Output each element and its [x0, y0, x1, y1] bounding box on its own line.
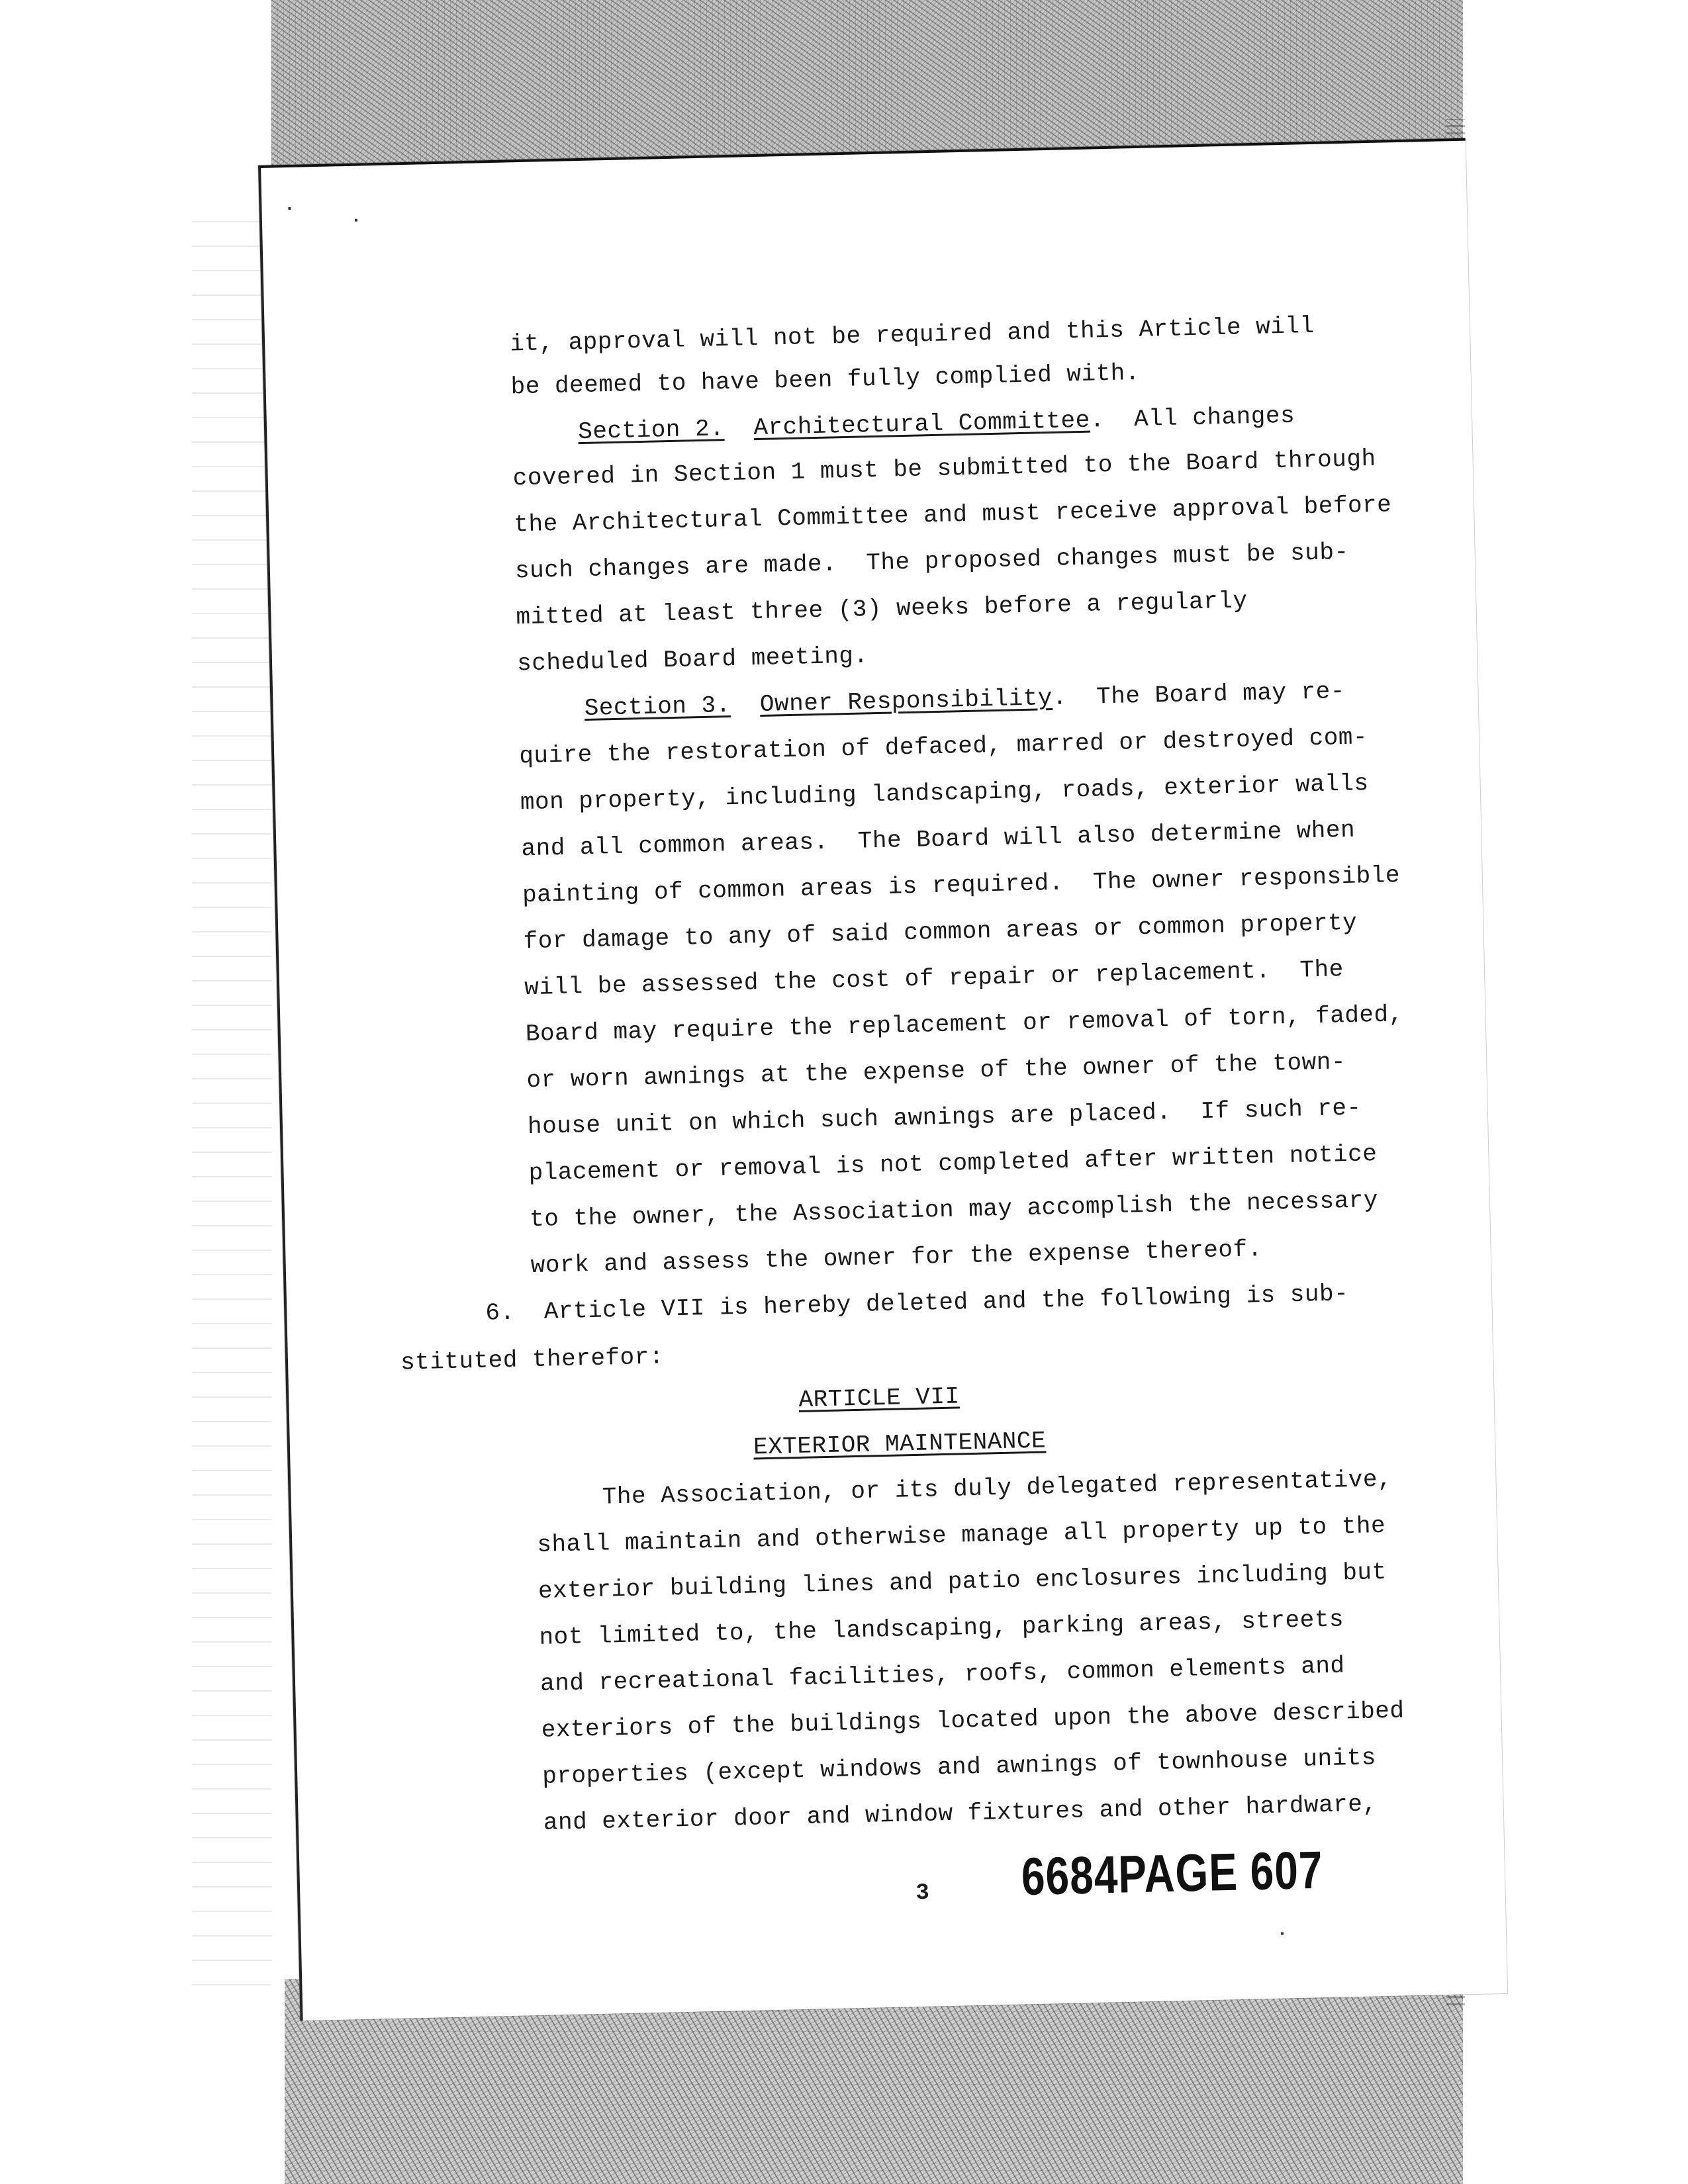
text-line-4: covered in Section 1 must be submitted to the Board through: [512, 445, 1377, 492]
document-page: [258, 138, 1507, 2021]
text-line-6: such changes are made. The proposed changes must be sub-: [514, 538, 1350, 585]
text-line-18: house unit on which such awnings are placed. If such re-: [527, 1094, 1362, 1141]
section-2-title: Architectural Committee: [753, 406, 1091, 442]
text-line-28: exterior building lines and patio enclosures including but: [538, 1558, 1387, 1605]
text-line-16: Board may require the replacement or removal of torn, faded,: [525, 1001, 1404, 1048]
section-3-title: Owner Responsibility: [759, 684, 1053, 719]
scan-noise-left: [192, 199, 271, 1985]
text-line-2: be deemed to have been fully complied with.: [510, 359, 1141, 401]
text-line-17: or worn awnings at the expense of the owner of the town-: [526, 1048, 1346, 1095]
text-line-5: the Architectural Committee and must receive approval before: [513, 491, 1392, 539]
text-line-29: not limited to, the landscaping, parking areas, streets: [539, 1606, 1344, 1651]
book-page-stamp: 6684PAGE 607: [1020, 1840, 1324, 1907]
text-line-20: to the owner, the Association may accomplish the necessary: [529, 1187, 1379, 1234]
text-line-19: placement or removal is not completed after written notice: [528, 1140, 1378, 1187]
text-line-23: stituted therefor:: [400, 1343, 665, 1377]
text-line-8: scheduled Board meeting.: [516, 642, 868, 678]
text-line-33: and exterior door and window fixtures and other hardware,: [543, 1790, 1378, 1837]
scan-speck: [1281, 1933, 1284, 1935]
text-line-10: quire the restoration of defaced, marred or destroyed com-: [518, 723, 1368, 770]
scan-speck: [355, 219, 357, 222]
text-line-12: and all common areas. The Board will also determine when: [521, 816, 1356, 863]
text-line-31: exteriors of the buildings located upon the above described: [541, 1697, 1405, 1744]
text-line-11: mon property, including landscaping, roads, exterior walls: [520, 770, 1370, 817]
scan-speck: [288, 207, 291, 210]
section-2-heading: Section 2.: [577, 415, 725, 446]
text-line-22: 6. Article VII is hereby deleted and the following is sub-: [485, 1280, 1349, 1327]
text-line-32: properties (except windows and awnings of townhouse units: [541, 1744, 1377, 1790]
text-line-21: work and assess the owner for the expense thereof.: [530, 1236, 1263, 1280]
section-2-text: . All changes: [1090, 402, 1295, 434]
text-line-27: shall maintain and otherwise manage all property up to the: [536, 1512, 1386, 1559]
text-line-15: will be assessed the cost of repair or replacement. The: [524, 956, 1344, 1002]
page-number: 3: [915, 1880, 930, 1907]
article-heading: ARTICLE VII: [798, 1383, 961, 1414]
text-line-13: painting of common areas is required. The owner responsible: [522, 862, 1401, 909]
section-2-line: [578, 403, 1295, 446]
section-3-text: . The Board may re-: [1052, 677, 1346, 711]
text-line-26: The Association, or its duly delegated representative,: [602, 1465, 1393, 1511]
text-line-30: and recreational facilities, roofs, common elements and: [539, 1652, 1346, 1698]
text-line-7: mitted at least three (3) weeks before a regularly: [516, 587, 1248, 631]
text-line-1: it, approval will not be required and this Article will: [509, 312, 1315, 358]
section-3-heading: Section 3.: [584, 692, 731, 723]
article-subheading: EXTERIOR MAINTENANCE: [753, 1427, 1047, 1461]
section-3-line: [584, 678, 1345, 722]
text-line-14: for damage to any of said common areas or common property: [523, 909, 1358, 956]
